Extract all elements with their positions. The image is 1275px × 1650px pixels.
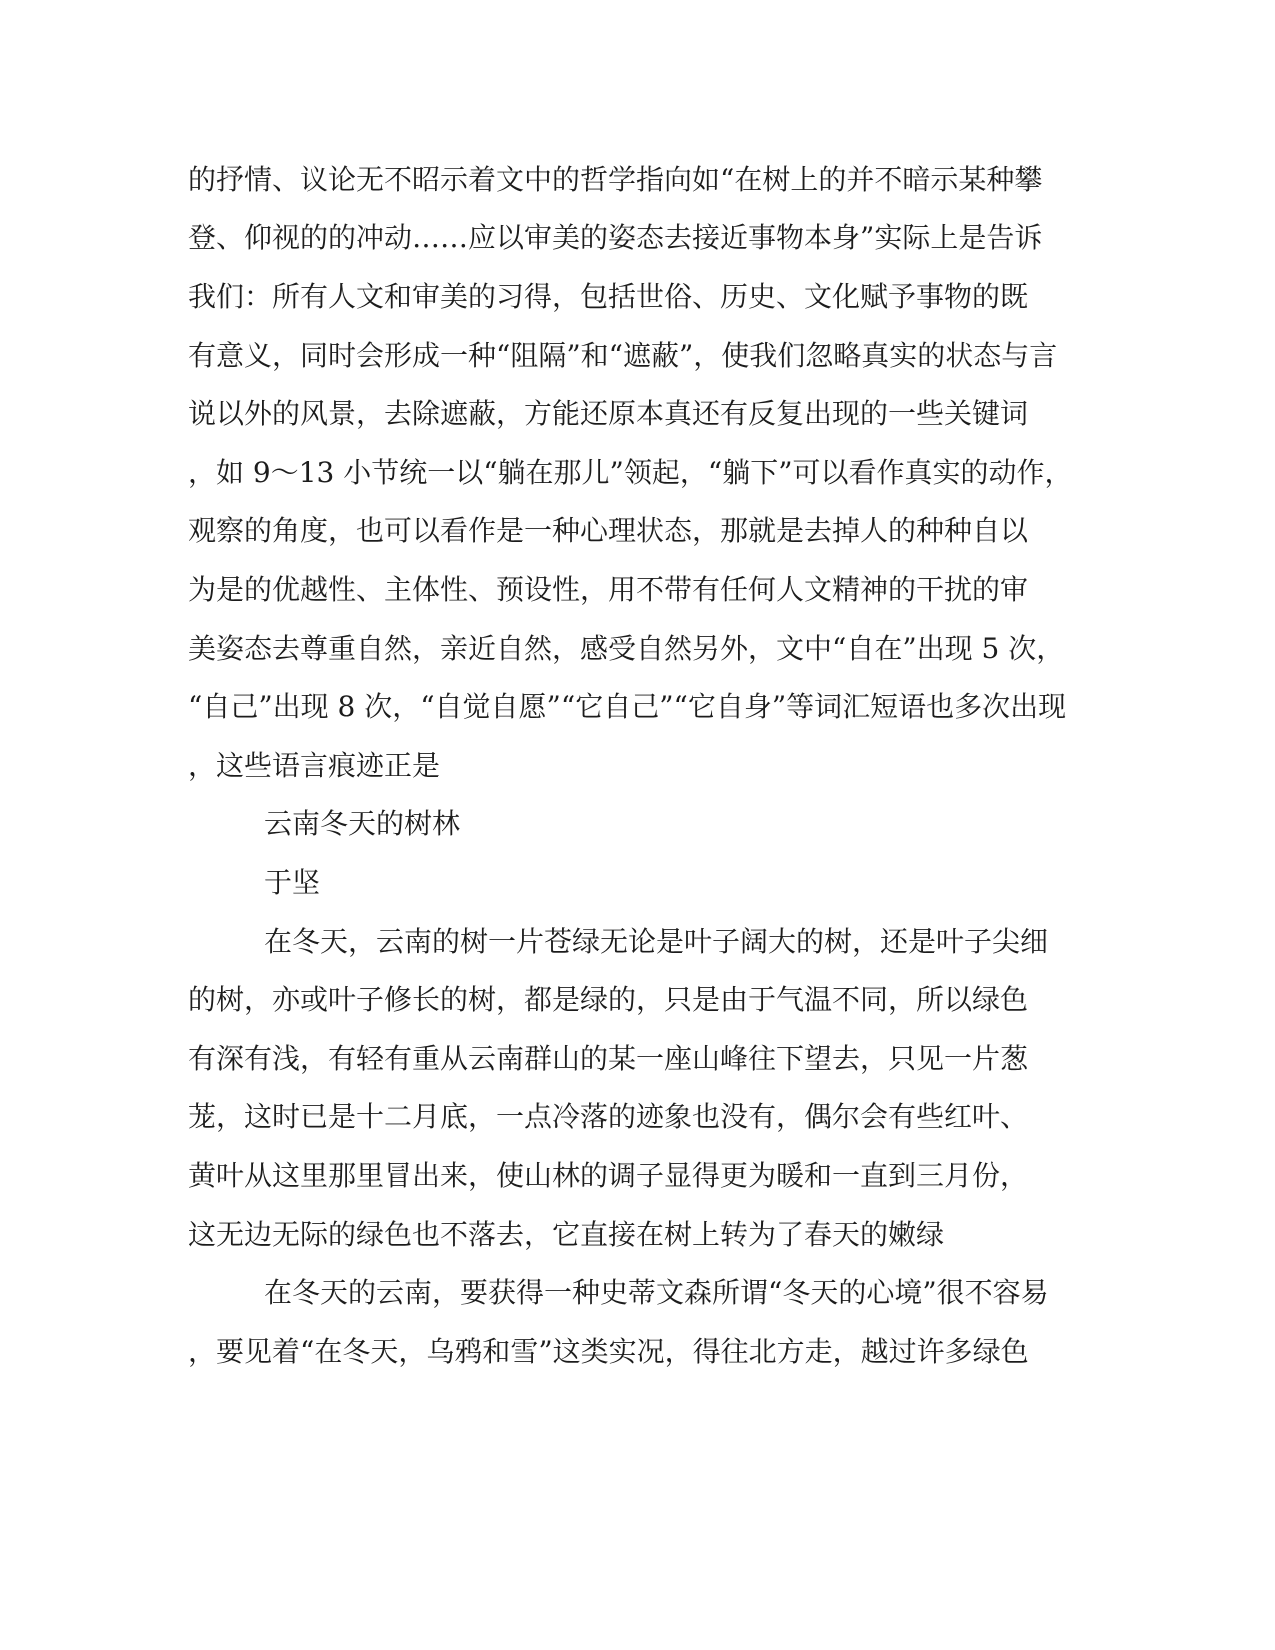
- text-line: 在冬天的云南，要获得一种史蒂文森所谓“冬天的心境”很不容易: [264, 1276, 1049, 1309]
- article-author: 于坚: [264, 866, 321, 899]
- text-line: ，这些语言痕迹正是: [188, 749, 441, 782]
- text-line: 美姿态去尊重自然，亲近自然，感受自然另外，文中“自在”出现 5 次，: [188, 632, 1065, 665]
- text-line: ，要见着“在冬天，乌鸦和雪”这类实况，得往北方走，越过许多绿色: [188, 1335, 1029, 1368]
- text-line: 有意义，同时会形成一种“阻隔”和“遮蔽”，使我们忽略真实的状态与言: [188, 339, 1058, 372]
- text-line: 的树，亦或叶子修长的树，都是绿的，只是由于气温不同，所以绿色: [188, 983, 1029, 1016]
- article-title: 云南冬天的树林: [264, 807, 461, 840]
- text-line: 黄叶从这里那里冒出来，使山林的调子显得更为暖和一直到三月份，: [188, 1159, 1029, 1192]
- text-line: 茏，这时已是十二月底，一点冷落的迹象也没有，偶尔会有些红叶、: [188, 1100, 1029, 1133]
- text-line: 为是的优越性、主体性、预设性，用不带有任何人文精神的干扰的审: [188, 573, 1029, 606]
- text-line: 说以外的风景，去除遮蔽，方能还原本真还有反复出现的一些关键词: [188, 397, 1029, 430]
- text-line: 这无边无际的绿色也不落去，它直接在树上转为了春天的嫩绿: [188, 1218, 945, 1251]
- text-line: “自己”出现 8 次，“自觉自愿”“它自己”“它自身”等词汇短语也多次出现: [188, 690, 1067, 723]
- text-line: 观察的角度，也可以看作是一种心理状态，那就是去掉人的种种自以: [188, 514, 1029, 547]
- text-line: 的抒情、议论无不昭示着文中的哲学指向如“在树上的并不暗示某种攀: [188, 163, 1043, 196]
- text-line: 在冬天，云南的树一片苍绿无论是叶子阔大的树，还是叶子尖细: [264, 925, 1049, 958]
- text-line: 登、仰视的的冲动……应以审美的姿态去接近事物本身”实际上是告诉: [188, 221, 1043, 254]
- text-line: ，如 9～13 小节统一以“躺在那儿”领起，“躺下”可以看作真实的动作，: [188, 456, 1073, 489]
- text-line: 有深有浅，有轻有重从云南群山的某一座山峰往下望去，只见一片葱: [188, 1042, 1029, 1075]
- text-line: 我们：所有人文和审美的习得，包括世俗、历史、文化赋予事物的既: [188, 280, 1029, 313]
